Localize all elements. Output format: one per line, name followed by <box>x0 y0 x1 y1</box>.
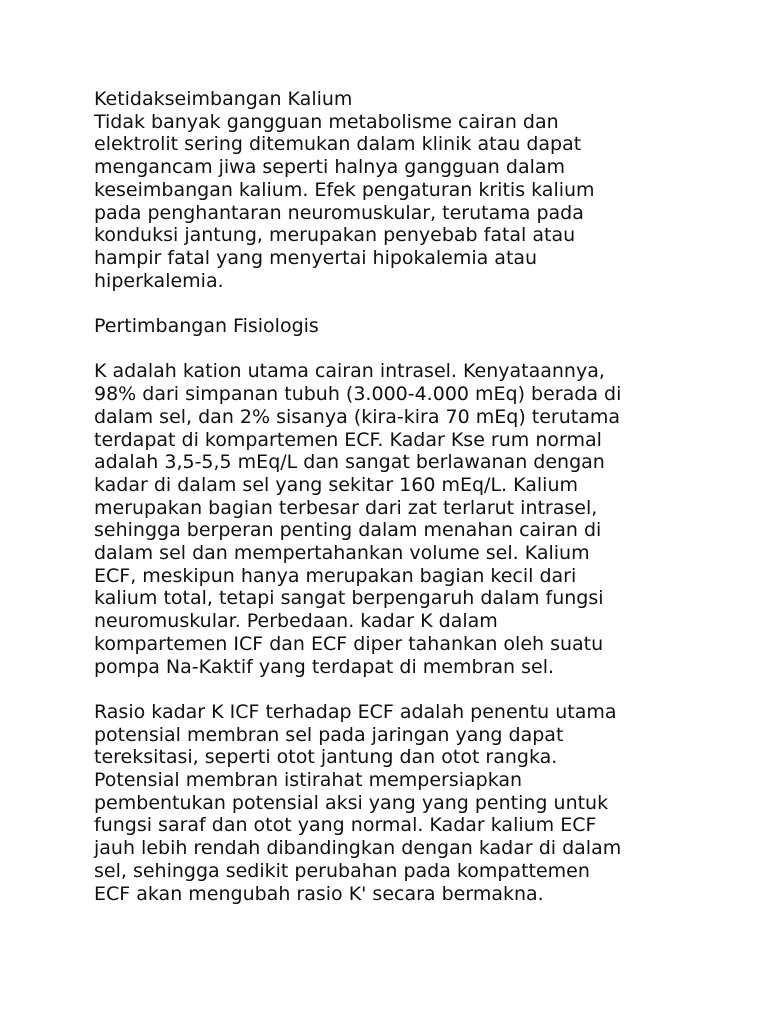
paragraph-line: pompa Na-Kaktif yang terdapat di membran sel. <box>94 655 555 678</box>
paragraph-line: ECF akan mengubah rasio K' secara bermakna. <box>94 882 544 905</box>
paragraph-line: terdapat di kompartemen ECF. Kadar Kse rum normal <box>94 428 602 451</box>
paragraph-line: ECF, meskipun hanya merupakan bagian kecil dari <box>94 564 577 587</box>
paragraph-gap <box>94 338 754 361</box>
paragraph-line: 98% dari simpanan tubuh (3.000-4.000 mEq) berada di <box>94 383 622 406</box>
document-page <box>94 88 754 905</box>
paragraph-line: dalam sel, dan 2% sisanya (kira-kira 70 mEq) terutama <box>94 405 621 428</box>
paragraph-line: pembentukan potensial aksi yang yang penting untuk <box>94 791 609 814</box>
intro-line: keseimbangan kalium. Efek pengaturan kritis kalium <box>94 178 595 201</box>
paragraph-line: Potensial membran istirahat mempersiapkan <box>94 769 523 792</box>
section-heading-block <box>94 315 754 338</box>
paragraph-line: sehingga berperan penting dalam menahan cairan di <box>94 519 602 542</box>
document-title: Ketidakseimbangan Kalium <box>94 88 353 110</box>
intro-line: hampir fatal yang menyertai hipokalemia atau <box>94 246 538 269</box>
paragraph-line: kadar di dalam sel yang sekitar 160 mEq/L. Kalium <box>94 473 578 496</box>
paragraph-line: tereksitasi, seperti otot jantung dan otot rangka. <box>94 746 558 769</box>
paragraph-line: kompartemen ICF dan ECF diper tahankan oleh suatu <box>94 632 604 655</box>
paragraph-gap <box>94 678 754 701</box>
paragraph-line: sel, sehingga sedikit perubahan pada kompattemen <box>94 859 590 882</box>
paragraph-line: jauh lebih rendah dibandingkan dengan kadar di dalam <box>94 837 622 860</box>
intro-line: elektrolit sering ditemukan dalam klinik atau dapat <box>94 133 582 156</box>
intro-line: hiperkalemia. <box>94 269 224 292</box>
paragraph-line: dalam sel dan mempertahankan volume sel. Kalium <box>94 542 590 565</box>
intro-block <box>94 88 754 292</box>
intro-line: pada penghantaran neuromuskular, terutama pada <box>94 201 584 224</box>
paragraph-line: kalium total, tetapi sangat berpengaruh dalam fungsi <box>94 587 604 610</box>
paragraph-line: merupakan bagian terbesar dari zat terlarut intrasel, <box>94 496 598 519</box>
paragraph-gap <box>94 292 754 315</box>
paragraph-2 <box>94 701 754 905</box>
paragraph-line: Rasio kadar K ICF terhadap ECF adalah penentu utama <box>94 700 617 723</box>
paragraph-line: neuromuskular. Perbedaan. kadar K dalam <box>94 610 498 633</box>
paragraph-line: potensial membran sel pada jaringan yang dapat <box>94 723 564 746</box>
intro-line: konduksi jantung, merupakan penyebab fatal atau <box>94 224 576 247</box>
paragraph-line: adalah 3,5-5,5 mEq/L dan sangat berlawanan dengan <box>94 451 605 474</box>
intro-line: mengancam jiwa seperti halnya gangguan dalam <box>94 156 566 179</box>
paragraph-1 <box>94 360 754 678</box>
intro-line: Tidak banyak gangguan metabolisme cairan dan <box>94 110 559 133</box>
section-heading: Pertimbangan Fisiologis <box>94 315 319 338</box>
paragraph-line: fungsi saraf dan otot yang normal. Kadar kalium ECF <box>94 814 597 837</box>
paragraph-line: K adalah kation utama cairan intrasel. Kenyataannya, <box>94 360 605 383</box>
